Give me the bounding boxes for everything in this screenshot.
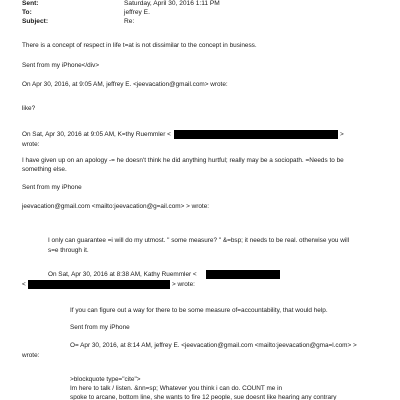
to-value: jeffrey E. — [124, 9, 150, 16]
body-line-16: Sent from my iPhone — [70, 324, 130, 331]
subject-value: Re: — [124, 18, 135, 25]
body-line-19: >blockquote type="cite"> — [70, 376, 141, 383]
to-label: To: — [22, 9, 32, 16]
body-line-7: I have given up on an apology -= he doesn't think he did anything hurtful; really may be a sociopath. =Needs to be — [22, 157, 344, 164]
body-line-5a: On Sat, Apr 30, 2016 at 9:05 AM, K=thy Ruemmler < — [22, 131, 171, 138]
sent-label: Sent: — [22, 0, 39, 7]
body-line-6: wrote: — [22, 141, 40, 148]
body-line-9: Sent from my iPhone — [22, 184, 82, 191]
body-line-3: On Apr 30, 2016, at 9:05 AM, jeffrey E. <jeevacation@gmail.com> wrote: — [22, 81, 228, 88]
body-line-8: something else. — [22, 166, 67, 173]
body-line-14a: < — [22, 281, 26, 288]
body-line-5b: > — [340, 131, 344, 138]
sent-value: Saturday, April 30, 2016 1:11 PM — [124, 0, 220, 7]
body-line-1: There is a concept of respect in life t=at is not dissimilar to the concept in business. — [22, 42, 257, 49]
body-line-2: Sent from my iPhone</div> — [22, 62, 100, 69]
body-line-10: jeevacation@gmail.com <mailto:jeevacation@g=ail.com> > wrote: — [22, 203, 210, 210]
body-line-21: spoke to arcane, bottom line, she wants to fire 12 people, sue doesnt like hearing any contrary — [70, 394, 337, 400]
redaction-bar — [206, 270, 280, 279]
body-line-18: wrote: — [22, 352, 40, 359]
body-line-13: On Sat, Apr 30, 2016 at 8:38 AM, Kathy Ruemmler < — [48, 271, 197, 278]
body-line-11: I only can guarantee =i will do my utmost. " some measure? " &=bsp; it needs to be real. otherwise you will — [48, 237, 350, 244]
subject-label: Subject: — [22, 18, 49, 25]
body-line-17: O= Apr 30, 2016, at 8:14 AM, jeffrey E. <jeevacation@gmail.com <mailto:jeevacation@gma=l.com> > — [70, 342, 357, 349]
body-line-12: s=e through it. — [48, 247, 89, 254]
body-line-20: Im here to talk / listen. &nn=sp; Whatever you think i can do. COUNT me in — [70, 385, 283, 392]
redaction-bar — [174, 130, 338, 139]
body-line-15: If you can figure out a way for there to be some measure of=accountability, that would help. — [70, 307, 328, 314]
redaction-bar — [28, 280, 170, 289]
body-line-4: like? — [22, 105, 36, 112]
body-line-14b: > wrote: — [172, 281, 195, 288]
